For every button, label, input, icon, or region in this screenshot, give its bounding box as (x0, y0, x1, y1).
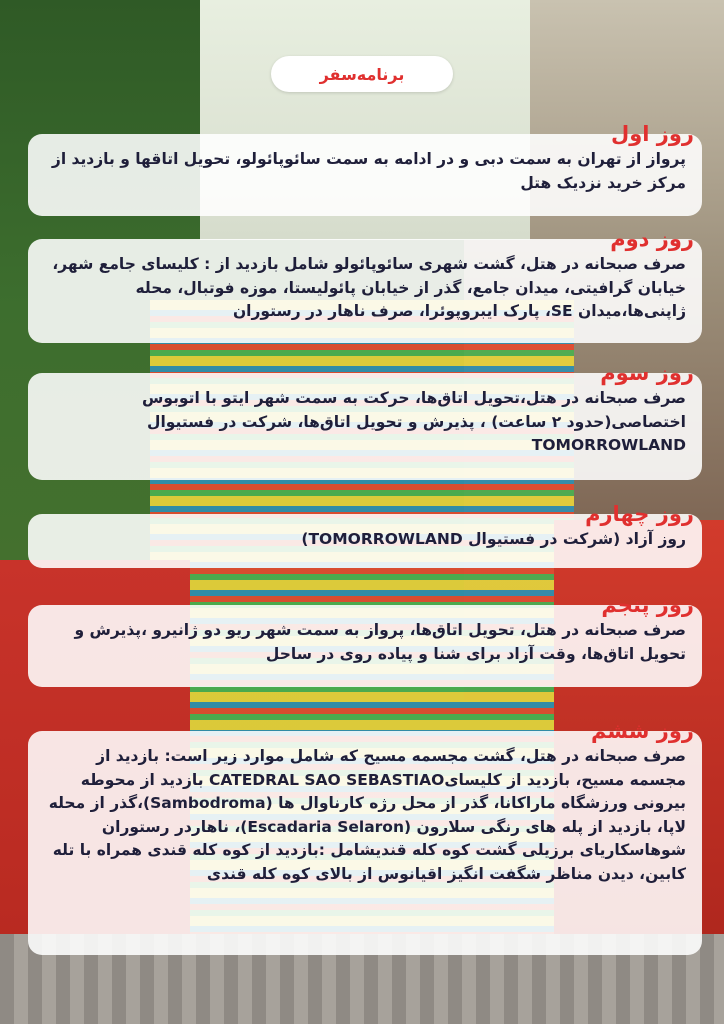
day-description: صرف صبحانه در هتل، تحویل اتاق‌ها، پرواز به سمت شهر ریو دو ژانیرو ،پذیرش و تحویل اتاق‌ها، وقت آزاد برای شنا و پیاده روی در ساحل (74, 621, 686, 663)
day-card-3 (28, 361, 702, 480)
day-title: روز چهارم (585, 502, 694, 526)
day-title: روز ششم (590, 719, 694, 743)
day-title: روز اول (610, 122, 694, 146)
day-description: صرف صبحانه در هتل، گشت مجسمه مسیح که شامل موارد زیر است: بازدید از مجسمه مسیح، بازدید از کلیسایCATEDRAL SAO SEBASTIAO بازدید از محوطه بیرونی ورزشگاه ماراکانا، گذر از محل رژه کارناوال ها (Sambodroma)،گذر از محله لاپا، بازدید از پله های رنگی سلارون (Escadaria Selaron)، ناهاردر رستوران شوهاسکاریای برزیلی گشت کوه کله قندیشامل :بازدید از کوه کله قندی همراه با تله کابین، دیدن مناظر شگفت انگیز اقیانوس از بالای کوه کله قندی (48, 747, 686, 883)
day-card-5 (28, 593, 702, 687)
day-card-1 (28, 122, 702, 216)
day-description: صرف صبحانه در هتل، گشت شهری سائوپائولو شامل بازدید از : کلیسای جامع شهر، خیابان گرافیتی، میدان جامع، گذر از خیابان پائولیستا، موزه فوتبال، محله ژاپنی‌ها،میدان SE، پارک ایبروپوئرا، صرف ناهار در رستوران (52, 255, 686, 320)
day-description: روز آزاد (شرکت در فستیوال TOMORROWLAND) (301, 530, 686, 548)
day-description: صرف صبحانه در هتل،تحویل اتاق‌ها، حرکت به سمت شهر ایتو با اتوبوس اختصاصی(حدود ۲ ساعت) ، پذیرش و تحویل اتاق‌ها، شرکت در فستیوال TOMORROWLAND (141, 389, 686, 454)
itinerary-title: برنامه‌سفر (319, 64, 405, 84)
day-description: پرواز از تهران به سمت دبی و در ادامه به سمت سائوپائولو، تحویل اتاقها و بازدید از مرکز خرید نزدیک هتل (51, 150, 686, 192)
day-title: روز سوم (600, 361, 694, 385)
day-title: روز پنجم (601, 593, 694, 617)
day-card-4 (28, 502, 702, 568)
day-title: روز دوم (610, 227, 694, 251)
itinerary-title-pill (271, 56, 453, 92)
day-card-6 (28, 719, 702, 955)
day-card-2 (28, 227, 702, 343)
